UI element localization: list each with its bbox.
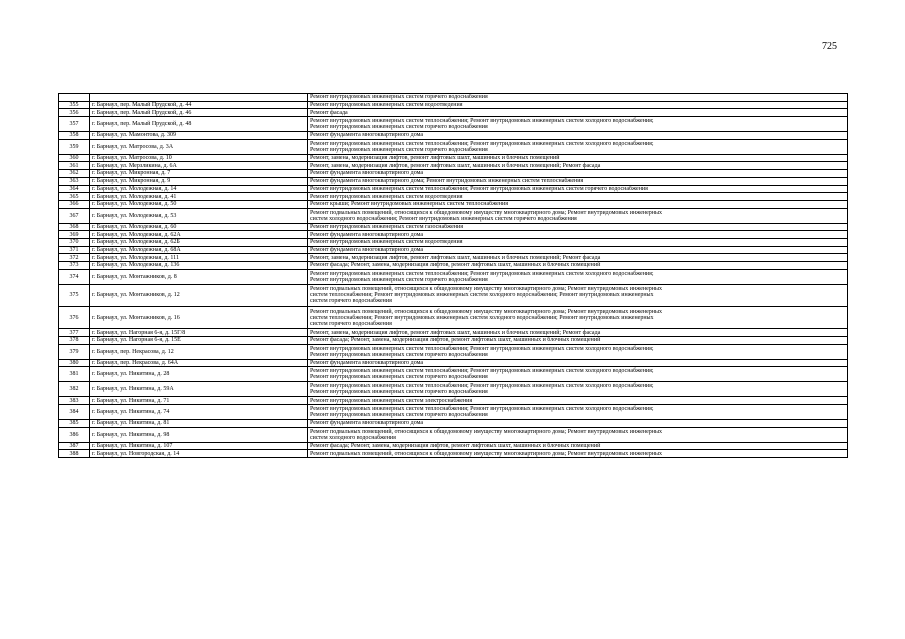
row-number: 355	[59, 101, 90, 109]
works-line: Ремонт подвальных помещений, относящихся к общедомовому имуществу многоквартирного дома; Ремонт внутридомовых инженерных	[310, 209, 663, 216]
row-address: г. Барнаул, ул. Монтажников, д. 16	[90, 306, 308, 328]
row-works	[308, 177, 848, 185]
row-works	[308, 246, 848, 254]
row-works	[308, 109, 848, 117]
row-number: 377	[59, 329, 90, 337]
row-number	[59, 94, 90, 102]
row-number: 357	[59, 117, 90, 132]
row-address: г. Барнаул, ул. Мерзликина, д. 6А	[90, 162, 308, 170]
row-works	[308, 306, 848, 328]
works-line: Ремонт фундамента многоквартирного дома	[310, 420, 424, 427]
works-line: Ремонт фундамента многоквартирного дома	[310, 360, 424, 366]
table-row	[59, 193, 848, 201]
table-row	[59, 427, 848, 442]
row-address: г. Барнаул, пер. Малый Прудской, д. 46	[90, 109, 308, 117]
row-works	[308, 154, 848, 162]
row-number: 385	[59, 420, 90, 428]
row-number: 372	[59, 254, 90, 262]
table-row	[59, 170, 848, 178]
row-address: г. Барнаул, ул. Молодежная, д. 14	[90, 185, 308, 193]
row-address: г. Барнаул, ул. Никитина, д. 28	[90, 367, 308, 382]
row-works	[308, 223, 848, 231]
works-line: систем горячего водоснабжения	[310, 298, 392, 305]
table-row	[59, 208, 848, 223]
row-address: г. Барнаул, ул. Новгородская, д. 14	[90, 450, 308, 458]
row-works	[308, 94, 848, 102]
works-line: систем теплоснабжения; Ремонт внутридомовых инженерных систем холодного водоснабжения; Ремонт внутридомовых инженерных	[310, 292, 654, 299]
works-line: Ремонт внутридомовых инженерных систем горячего водоснабжения	[310, 389, 488, 396]
works-line: Ремонт внутридомовых инженерных систем теплоснабжения; Ремонт внутридомовых инженерных систем холодного водоснабжения;	[310, 345, 654, 352]
table-row	[59, 117, 848, 132]
row-address: г. Барнаул, ул. Никитина, д. 98	[90, 427, 308, 442]
table-row	[59, 139, 848, 154]
row-number: 364	[59, 185, 90, 193]
works-line: Ремонт внутридомовых инженерных систем горячего водоснабжения	[310, 276, 488, 283]
row-address: г. Барнаул, ул. Нагорная 6-я, д. 15Г/8	[90, 329, 308, 337]
table-row	[59, 269, 848, 284]
row-address: г. Барнаул, пер. Некрасова, д. 64А	[90, 359, 308, 367]
table-row	[59, 420, 848, 428]
row-works	[308, 262, 848, 270]
row-works	[308, 344, 848, 359]
works-line: Ремонт, замена, модернизация лифтов, ремонт лифтовых шахт, машинных и блочных помещений; Ремонт фасада	[310, 254, 601, 261]
row-works	[308, 238, 848, 246]
row-works	[308, 208, 848, 223]
row-works	[308, 162, 848, 170]
table-row	[59, 177, 848, 185]
works-line: Ремонт внутридомовых инженерных систем теплоснабжения; Ремонт внутридомовых инженерных систем горячего водоснабжения	[310, 185, 648, 192]
row-address: г. Барнаул, ул. Матросова, д. 10	[90, 154, 308, 162]
row-address: г. Барнаул, ул. Молодежная, д. 53	[90, 208, 308, 223]
row-number: 358	[59, 132, 90, 140]
repair-schedule-table	[58, 93, 848, 458]
row-address	[90, 94, 308, 102]
works-line: Ремонт внутридомовых инженерных систем теплоснабжения; Ремонт внутридомовых инженерных систем холодного водоснабжения;	[310, 270, 654, 277]
row-address: г. Барнаул, ул. Молодежная, д. 111	[90, 254, 308, 262]
row-number: 375	[59, 284, 90, 306]
table-row	[59, 162, 848, 170]
row-number: 386	[59, 427, 90, 442]
row-number: 365	[59, 193, 90, 201]
table-row	[59, 200, 848, 208]
works-line: Ремонт внутридомовых инженерных систем водоотведения	[310, 193, 463, 200]
row-number: 369	[59, 231, 90, 239]
works-line: Ремонт внутридомовых инженерных систем теплоснабжения; Ремонт внутридомовых инженерных систем холодного водоснабжения;	[310, 383, 654, 390]
works-line: Ремонт внутридомовых инженерных систем теплоснабжения; Ремонт внутридомовых инженерных систем холодного водоснабжения;	[310, 118, 654, 125]
row-address: г. Барнаул, ул. Никитина, д. 81	[90, 420, 308, 428]
table-row	[59, 262, 848, 270]
row-number: 368	[59, 223, 90, 231]
row-number: 381	[59, 367, 90, 382]
row-works	[308, 329, 848, 337]
row-works	[308, 450, 848, 458]
row-number: 379	[59, 344, 90, 359]
works-line: систем холодного водоснабжения	[310, 434, 396, 441]
row-number: 383	[59, 397, 90, 405]
row-works	[308, 420, 848, 428]
row-works	[308, 139, 848, 154]
works-line: Ремонт внутридомовых инженерных систем водоотведения	[310, 239, 463, 246]
row-address: г. Барнаул, ул. Монтажников, д. 12	[90, 284, 308, 306]
works-line: Ремонт внутридомовых инженерных систем горячего водоснабжения	[310, 124, 488, 131]
row-works	[308, 231, 848, 239]
works-line: Ремонт внутридомовых инженерных систем горячего водоснабжения	[310, 412, 488, 419]
row-number: 373	[59, 262, 90, 270]
works-line: Ремонт внутридомовых инженерных систем горячего водоснабжения	[310, 94, 488, 101]
row-address: г. Барнаул, ул. Никитина, д. 59А	[90, 382, 308, 397]
works-line: Ремонт фундамента многоквартирного дома	[310, 132, 424, 139]
works-line: Ремонт внутридомовых инженерных систем теплоснабжения; Ремонт внутридомовых инженерных систем холодного водоснабжения;	[310, 406, 654, 413]
row-works	[308, 359, 848, 367]
works-line: Ремонт фасада; Ремонт, замена, модернизация лифтов, ремонт лифтовых шахт, машинных и блочных помещений	[310, 337, 601, 344]
row-works	[308, 269, 848, 284]
row-number: 382	[59, 382, 90, 397]
works-line: Ремонт фундамента многоквартирного дома	[310, 246, 424, 253]
row-address: г. Барнаул, ул. Микронная, д. 9	[90, 177, 308, 185]
row-number: 359	[59, 139, 90, 154]
row-number: 361	[59, 162, 90, 170]
works-line: Ремонт внутридомовых инженерных систем горячего водоснабжения	[310, 146, 488, 153]
table-row	[59, 223, 848, 231]
table-row	[59, 185, 848, 193]
table-row	[59, 94, 848, 102]
table-row	[59, 359, 848, 367]
works-line: Ремонт фундамента многоквартирного дома; Ремонт внутридомовых инженерных систем теплоснабжения	[310, 178, 584, 185]
works-line: Ремонт внутридомовых инженерных систем водоотведения	[310, 102, 463, 109]
row-address: г. Барнаул, ул. Нагорная 6-я, д. 15Е	[90, 336, 308, 344]
row-works	[308, 117, 848, 132]
row-address: г. Барнаул, ул. Монтажников, д. 8	[90, 269, 308, 284]
row-address: г. Барнаул, ул. Никитина, д. 74	[90, 405, 308, 420]
works-line: Ремонт, замена, модернизация лифтов, ремонт лифтовых шахт, машинных и блочных помещений	[310, 155, 560, 162]
row-works	[308, 397, 848, 405]
row-number: 387	[59, 442, 90, 450]
works-line: систем теплоснабжения; Ремонт внутридомовых инженерных систем холодного водоснабжения; Ремонт внутридомовых инженерных	[310, 314, 654, 321]
row-number: 366	[59, 200, 90, 208]
row-address: г. Барнаул, ул. Молодежная, д. 60	[90, 223, 308, 231]
table-row	[59, 306, 848, 328]
works-line: Ремонт внутридомовых инженерных систем теплоснабжения; Ремонт внутридомовых инженерных систем холодного водоснабжения;	[310, 140, 654, 147]
table-row	[59, 329, 848, 337]
works-line: Ремонт фасада	[310, 109, 348, 116]
row-number: 384	[59, 405, 90, 420]
table-row	[59, 382, 848, 397]
works-line: Ремонт подвальных помещений, относящихся к общедомовому имуществу многоквартирного дома; Ремонт внутридомовых инженерных	[310, 428, 663, 435]
row-address: г. Барнаул, ул. Матросова, д. 3А	[90, 139, 308, 154]
works-line: Ремонт подвальных помещений, относящихся к общедомовому имуществу многоквартирного дома; Ремонт внутридомовых инженерных	[310, 308, 663, 315]
table-row	[59, 405, 848, 420]
table-row	[59, 367, 848, 382]
row-address: г. Барнаул, ул. Молодежная, д. 41	[90, 193, 308, 201]
table-row	[59, 336, 848, 344]
works-line: Ремонт, замена, модернизация лифтов, ремонт лифтовых шахт, машинных и блочных помещений; Ремонт фасада	[310, 329, 601, 336]
row-number: 371	[59, 246, 90, 254]
row-works	[308, 132, 848, 140]
table-row	[59, 101, 848, 109]
row-works	[308, 427, 848, 442]
works-line: Ремонт внутридомовых инженерных систем теплоснабжения; Ремонт внутридомовых инженерных систем холодного водоснабжения;	[310, 368, 654, 375]
row-works	[308, 193, 848, 201]
table-row	[59, 442, 848, 450]
row-address: г. Барнаул, пер. Малый Прудской, д. 44	[90, 101, 308, 109]
row-number: 370	[59, 238, 90, 246]
works-line: Ремонт внутридомовых инженерных систем горячего водоснабжения	[310, 374, 488, 381]
row-number: 388	[59, 450, 90, 458]
works-line: Ремонт внутридомовых инженерных систем электроснабжения	[310, 397, 473, 404]
row-address: г. Барнаул, ул. Мамонтова, д. 309	[90, 132, 308, 140]
row-address: г. Барнаул, ул. Никитина, д. 107	[90, 442, 308, 450]
row-address: г. Барнаул, ул. Молодежная, д. 50	[90, 200, 308, 208]
works-line: Ремонт внутридомовых инженерных систем горячего водоснабжения	[310, 351, 488, 358]
works-line: Ремонт крыши; Ремонт внутридомовых инженерных систем теплоснабжения	[310, 201, 508, 208]
row-works	[308, 101, 848, 109]
row-number: 376	[59, 306, 90, 328]
table-row	[59, 284, 848, 306]
row-number: 362	[59, 170, 90, 178]
works-line: Ремонт подвальных помещений, относящихся к общедомовому имуществу многоквартирного дома; Ремонт внутридомовых инженерных	[310, 286, 663, 293]
row-address: г. Барнаул, ул. Никитина, д. 71	[90, 397, 308, 405]
table-row	[59, 254, 848, 262]
row-number: 356	[59, 109, 90, 117]
row-works	[308, 254, 848, 262]
page-number: 725	[822, 41, 837, 52]
row-works	[308, 284, 848, 306]
row-works	[308, 200, 848, 208]
works-line: Ремонт подвальных помещений, относящихся к общедомовому имуществу многоквартирного дома; Ремонт внутридомовых инженерных	[310, 450, 663, 457]
row-address: г. Барнаул, ул. Молодежная, д. 62Б	[90, 238, 308, 246]
works-line: Ремонт внутридомовых инженерных систем газоснабжения	[310, 223, 463, 230]
row-number: 374	[59, 269, 90, 284]
table-row	[59, 246, 848, 254]
row-works	[308, 405, 848, 420]
works-line: Ремонт, замена, модернизация лифтов, ремонт лифтовых шахт, машинных и блочных помещений; Ремонт фасада	[310, 162, 601, 169]
works-line: Ремонт фундамента многоквартирного дома	[310, 231, 424, 238]
works-line: систем холодного водоснабжения; Ремонт внутридомовых инженерных систем горячего водоснабжения	[310, 215, 577, 222]
row-works	[308, 382, 848, 397]
works-line: систем горячего водоснабжения	[310, 320, 392, 327]
table-row	[59, 344, 848, 359]
row-works	[308, 367, 848, 382]
table-body	[59, 94, 848, 458]
table-row	[59, 109, 848, 117]
row-address: г. Барнаул, ул. Микронная, д. 7	[90, 170, 308, 178]
row-works	[308, 185, 848, 193]
row-works	[308, 336, 848, 344]
table-row	[59, 154, 848, 162]
table-row	[59, 231, 848, 239]
works-line: Ремонт фундамента многоквартирного дома	[310, 170, 424, 177]
row-number: 363	[59, 177, 90, 185]
row-number: 367	[59, 208, 90, 223]
row-address: г. Барнаул, ул. Молодежная, д. 136	[90, 262, 308, 270]
row-number: 378	[59, 336, 90, 344]
row-address: г. Барнаул, ул. Молодежная, д. 62А	[90, 231, 308, 239]
row-address: г. Барнаул, ул. Молодежная, д. 68А	[90, 246, 308, 254]
works-line: Ремонт фасада; Ремонт, замена, модернизация лифтов, ремонт лифтовых шахт, машинных и блочных помещений	[310, 262, 601, 269]
works-line: Ремонт фасада; Ремонт, замена, модернизация лифтов, ремонт лифтовых шахт, машинных и блочных помещений	[310, 443, 601, 450]
row-number: 380	[59, 359, 90, 367]
table-row	[59, 450, 848, 458]
row-works	[308, 442, 848, 450]
row-address: г. Барнаул, пер. Некрасова, д. 12	[90, 344, 308, 359]
table-row	[59, 132, 848, 140]
table-row	[59, 397, 848, 405]
row-number: 360	[59, 154, 90, 162]
table-row	[59, 238, 848, 246]
row-address: г. Барнаул, пер. Малый Прудской, д. 48	[90, 117, 308, 132]
row-works	[308, 170, 848, 178]
